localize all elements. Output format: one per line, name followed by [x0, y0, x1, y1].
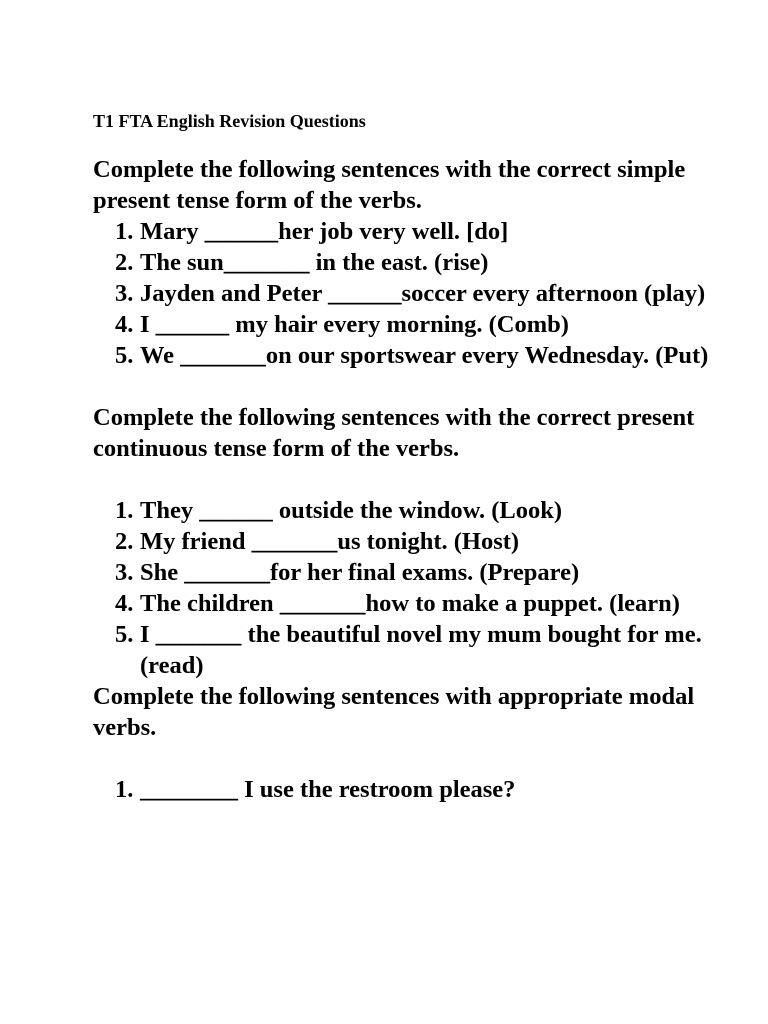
document-page — [93, 108, 733, 805]
question-item — [93, 619, 733, 681]
question-number: 1. — [115, 218, 134, 245]
question-number: 1. — [115, 776, 134, 803]
question-number: 1. — [115, 497, 134, 524]
question-list — [93, 216, 733, 371]
question-list — [93, 495, 733, 681]
section-instruction: Complete the following sentences with the correct simple present tense form of the verbs. — [93, 156, 686, 214]
question-text: Jayden and Peter ______soccer every afternoon (play) — [140, 280, 706, 307]
section-present-continuous — [93, 402, 733, 681]
spacer — [93, 743, 733, 774]
question-text: She _______for her final exams. (Prepare) — [140, 559, 580, 586]
question-item — [93, 774, 733, 805]
question-text: We _______on our sportswear every Wednesday. (Put) — [140, 342, 709, 369]
question-text: They ______ outside the window. (Look) — [140, 497, 563, 524]
section-instruction: Complete the following sentences with the correct present continuous tense form of the verbs. — [93, 404, 695, 462]
section-simple-present — [93, 154, 733, 371]
question-number: 5. — [115, 621, 134, 648]
question-number: 4. — [115, 311, 134, 338]
question-number: 5. — [115, 342, 134, 369]
question-number: 4. — [115, 590, 134, 617]
question-number: 2. — [115, 528, 134, 555]
section-instruction: Complete the following sentences with appropriate modal verbs. — [93, 683, 695, 741]
question-list — [93, 774, 733, 805]
question-text: I _______ the beautiful novel my mum bought for me. (read) — [140, 621, 702, 679]
document-title: T1 FTA English Revision Questions — [93, 111, 366, 131]
question-text: My friend _______us tonight. (Host) — [140, 528, 520, 555]
question-text: The sun_______ in the east. (rise) — [140, 249, 489, 276]
question-item — [93, 557, 733, 588]
spacer — [93, 371, 733, 402]
question-item — [93, 278, 733, 309]
spacer — [93, 464, 733, 495]
question-number: 3. — [115, 280, 134, 307]
question-number: 2. — [115, 249, 134, 276]
question-text: I ______ my hair every morning. (Comb) — [140, 311, 569, 338]
question-text: Mary ______her job very well. [do] — [140, 218, 509, 245]
question-number: 3. — [115, 559, 134, 586]
question-item — [93, 588, 733, 619]
question-item — [93, 340, 733, 371]
question-item — [93, 247, 733, 278]
section-modal-verbs — [93, 681, 733, 805]
question-item — [93, 309, 733, 340]
question-item — [93, 526, 733, 557]
question-item — [93, 216, 733, 247]
question-item — [93, 495, 733, 526]
question-text: The children _______how to make a puppet. (learn) — [140, 590, 680, 617]
question-text: ________ I use the restroom please? — [140, 776, 516, 803]
